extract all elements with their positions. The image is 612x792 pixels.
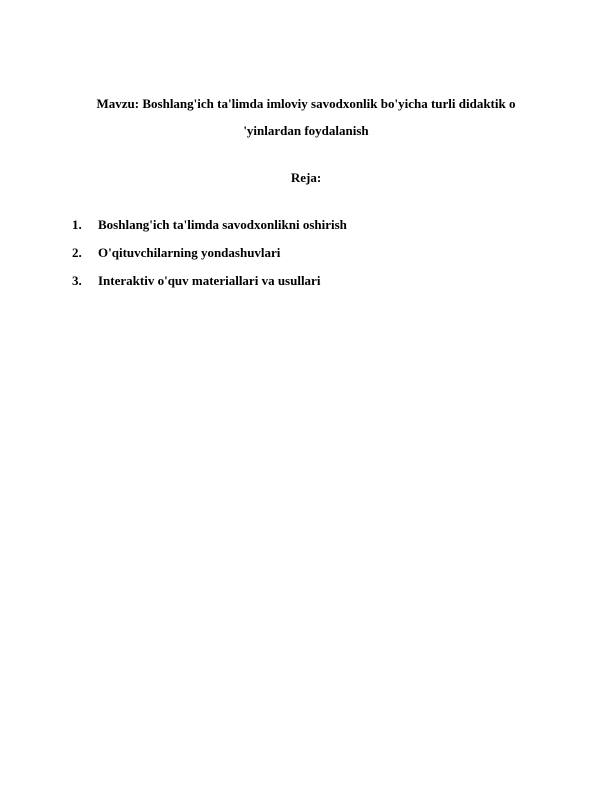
list-item-number: 2.	[72, 245, 82, 260]
list-item	[72, 211, 540, 239]
plan-heading: Reja:	[290, 170, 322, 185]
list-item	[72, 239, 540, 267]
list-item	[72, 267, 540, 295]
plan-list	[72, 211, 540, 295]
list-item-text: Boshlang'ich ta'limda savodxonlikni oshirish	[98, 217, 347, 232]
title-line-2: 'yinlardan foydalanish	[243, 123, 369, 138]
list-item-text: O'qituvchilarning yondashuvlari	[98, 245, 281, 260]
document-title	[72, 90, 540, 144]
list-item-text: Interaktiv o'quv materiallari va usullari	[98, 273, 321, 288]
list-item-number: 1.	[72, 217, 82, 232]
title-line-1: Mavzu: Boshlang'ich ta'limda imloviy savodxonlik bo'yicha turli didaktik o	[96, 96, 516, 111]
list-item-number: 3.	[72, 273, 82, 288]
